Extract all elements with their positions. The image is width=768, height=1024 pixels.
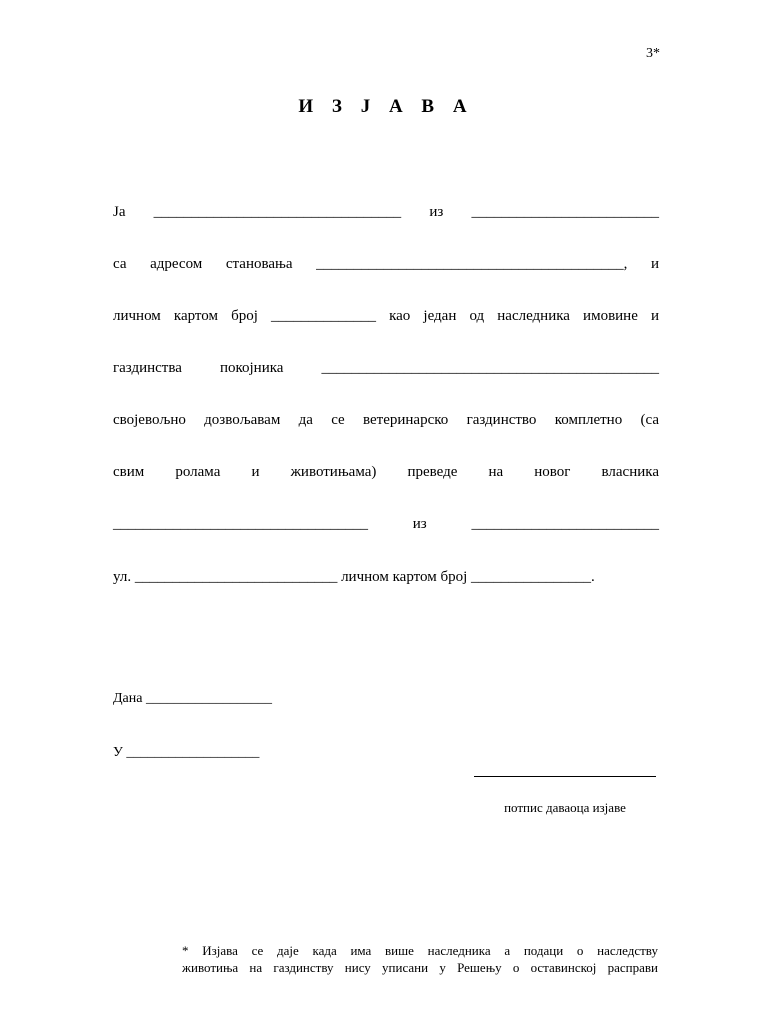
statement-line-8: ул. ___________________________ личном картом број ________________. — [113, 569, 595, 585]
statement-line-6: свим ролама и животињама) преведе на новог власника — [113, 464, 659, 480]
statement-line-7: __________________________________ из _________________________ — [113, 516, 659, 532]
statement-line-3: личном картом број ______________ као један од наследника имовине и — [113, 308, 659, 324]
statement-line-4: газдинства покојника _____________________________________________ — [113, 360, 659, 376]
signature-caption: потпис даваоца изјаве — [504, 800, 626, 815]
signature-line — [474, 776, 656, 777]
statement-line-1: Ја _________________________________ из _________________________ — [113, 204, 659, 220]
footnote-line-2: животиња на газдинству нису уписани у Решењу о оставинској расправи — [182, 960, 658, 975]
statement-line-2: са адресом становања _________________________________________, и — [113, 256, 659, 272]
document-title: И З Ј А В А — [298, 96, 474, 117]
footnote — [182, 942, 658, 976]
page-number: 3* — [646, 46, 660, 61]
footnote-line-1: * Изјава се даје када има више наследника а подаци о наследству — [182, 943, 658, 958]
date-line: Дана __________________ — [113, 691, 272, 706]
statement-line-5: својевољно дозвољавам да се ветеринарско газдинство комплетно (са — [113, 412, 659, 428]
place-line: У ___________________ — [113, 745, 260, 760]
